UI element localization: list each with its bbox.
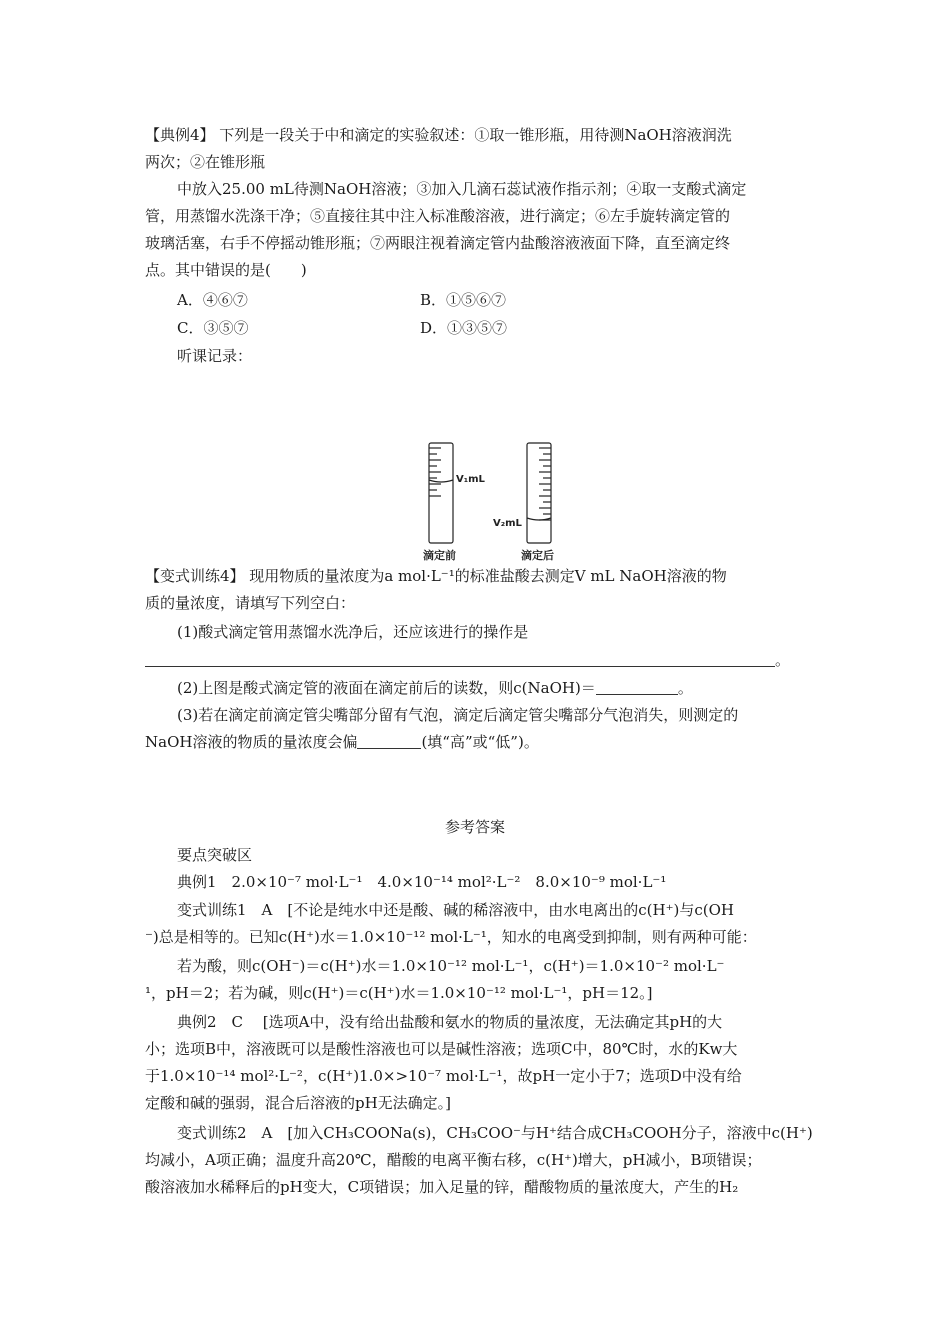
- question-3-end: (填“高”或“低”)。: [421, 733, 539, 751]
- question-1-end: 。: [775, 651, 791, 669]
- answer-variant2-line2: 均减小，A项正确；温度升高20℃，醋酸的电离平衡右移，c(H⁺)增大，pH减小，B项错误；: [145, 1151, 762, 1169]
- question-3-line1: (3)若在滴定前滴定管尖嘴部分留有气泡，滴定后滴定管尖嘴部分气泡消失，则测定的: [177, 706, 739, 724]
- option-c: C．③⑤⑦: [177, 319, 249, 337]
- option-b: B．①⑤⑥⑦: [420, 291, 507, 309]
- answer-variant1-line2: ⁻)总是相等的。已知c(H⁺)水＝1.0×10⁻¹² mol·L⁻¹，知水的电离受到抑制，则有两种可能：: [145, 928, 757, 946]
- answer-variant1-line1: 变式训练1 A [不论是纯水中还是酸、碱的稀溶液中，由水电离出的c(H⁺)与c(OH: [177, 901, 734, 919]
- example4-line4: 管，用蒸馏水洗涤干净；⑤直接往其中注入标准酸溶液，进行滴定；⑥左手旋转滴定管的: [145, 207, 731, 225]
- option-a: A．④⑥⑦: [177, 291, 248, 309]
- answer-example2-line3: 于1.0×10⁻¹⁴ mol²·L⁻²，c(H⁺)1.0×>10⁻⁷ mol·L⁻¹，故pH一定小于7；选项D中没有给: [145, 1067, 742, 1085]
- v2-label: V₂mL: [493, 518, 522, 529]
- question-3-line2: [145, 732, 810, 752]
- example4-line3: 中放入25.00 mL待测NaOH溶液；③加入几滴石蕊试液作指示剂；④取一支酸式滴定: [177, 180, 747, 198]
- option-d: D．①③⑤⑦: [420, 319, 508, 337]
- answer-example2-line4: 定酸和碱的强弱，混合后溶液的pH无法确定。]: [145, 1094, 452, 1112]
- option-row-1: [177, 290, 842, 310]
- example4-line5: 玻璃活塞，右手不停摇动锥形瓶；⑦两眼注视着滴定管内盐酸溶液液面下降，直至滴定终: [145, 234, 731, 252]
- question-1-answer: [145, 650, 810, 670]
- question-2-text: (2)上图是酸式滴定管的液面在滴定前后的读数，则c(NaOH)＝: [177, 679, 596, 697]
- section-title: 要点突破区: [177, 846, 253, 864]
- answer-variant1-line4: ¹，pH＝2；若为碱，则c(H⁺)＝c(H⁺)水＝1.0×10⁻¹² mol·L⁻¹，pH＝12。]: [145, 984, 653, 1002]
- answer-example2-line1: 典例2 C [选项A中，没有给出盐酸和氨水的物质的量浓度，无法确定其pH的大: [177, 1013, 723, 1031]
- answer-blank-3[interactable]: [357, 734, 421, 749]
- answer-variant1-line3: 若为酸，则c(OH⁻)＝c(H⁺)水＝1.0×10⁻¹² mol·L⁻¹，c(H⁺)＝1.0×10⁻² mol·L⁻: [177, 957, 725, 975]
- question-2-end: 。: [677, 679, 693, 697]
- notes-label: 听课记录：: [177, 347, 253, 365]
- answer-blank-2[interactable]: [596, 680, 678, 695]
- option-row-2: [177, 318, 842, 338]
- variant4-line1: 【变式训练4】 现用物质的量浓度为a mol·L⁻¹的标准盐酸去测定V mL NaOH溶液的物: [145, 567, 727, 585]
- answer-variant2-line1: 变式训练2 A [加入CH₃COONa(s)，CH₃COO⁻与H⁺结合成CH₃COOH分子，溶液中c(H⁺): [177, 1124, 813, 1142]
- question-1: (1)酸式滴定管用蒸馏水洗净后，还应该进行的操作是: [177, 623, 529, 641]
- after-label: 滴定后: [521, 549, 554, 562]
- burette-before: [429, 443, 453, 543]
- question-3-text: NaOH溶液的物质的量浓度会偏: [145, 733, 358, 751]
- v1-label: V₁mL: [456, 474, 485, 485]
- burette-after: [527, 443, 551, 543]
- example4-line2: 两次；②在锥形瓶: [145, 153, 266, 171]
- example4-line6: 点。其中错误的是( ): [145, 261, 307, 279]
- answer-example2-line2: 小；选项B中，溶液既可以是酸性溶液也可以是碱性溶液；选项C中，80℃时，水的Kw大: [145, 1040, 738, 1058]
- example4-line1: 【典例4】 下列是一段关于中和滴定的实验叙述：①取一锥形瓶，用待测NaOH溶液润洗: [145, 126, 732, 144]
- variant4-line2: 质的量浓度，请填写下列空白：: [145, 594, 356, 612]
- answer-example1: 典例1 2.0×10⁻⁷ mol·L⁻¹ 4.0×10⁻¹⁴ mol²·L⁻² 8.0×10⁻⁹ mol·L⁻¹: [177, 873, 667, 891]
- burette-figure: [415, 440, 575, 565]
- before-label: 滴定前: [423, 549, 456, 562]
- answer-blank-1[interactable]: [145, 652, 775, 667]
- answer-variant2-line3: 酸溶液加水稀释后的pH变大，C项错误；加入足量的锌，醋酸物质的量浓度大，产生的H₂: [145, 1178, 739, 1196]
- answers-title: 参考答案: [444, 818, 505, 836]
- question-2: [177, 678, 842, 698]
